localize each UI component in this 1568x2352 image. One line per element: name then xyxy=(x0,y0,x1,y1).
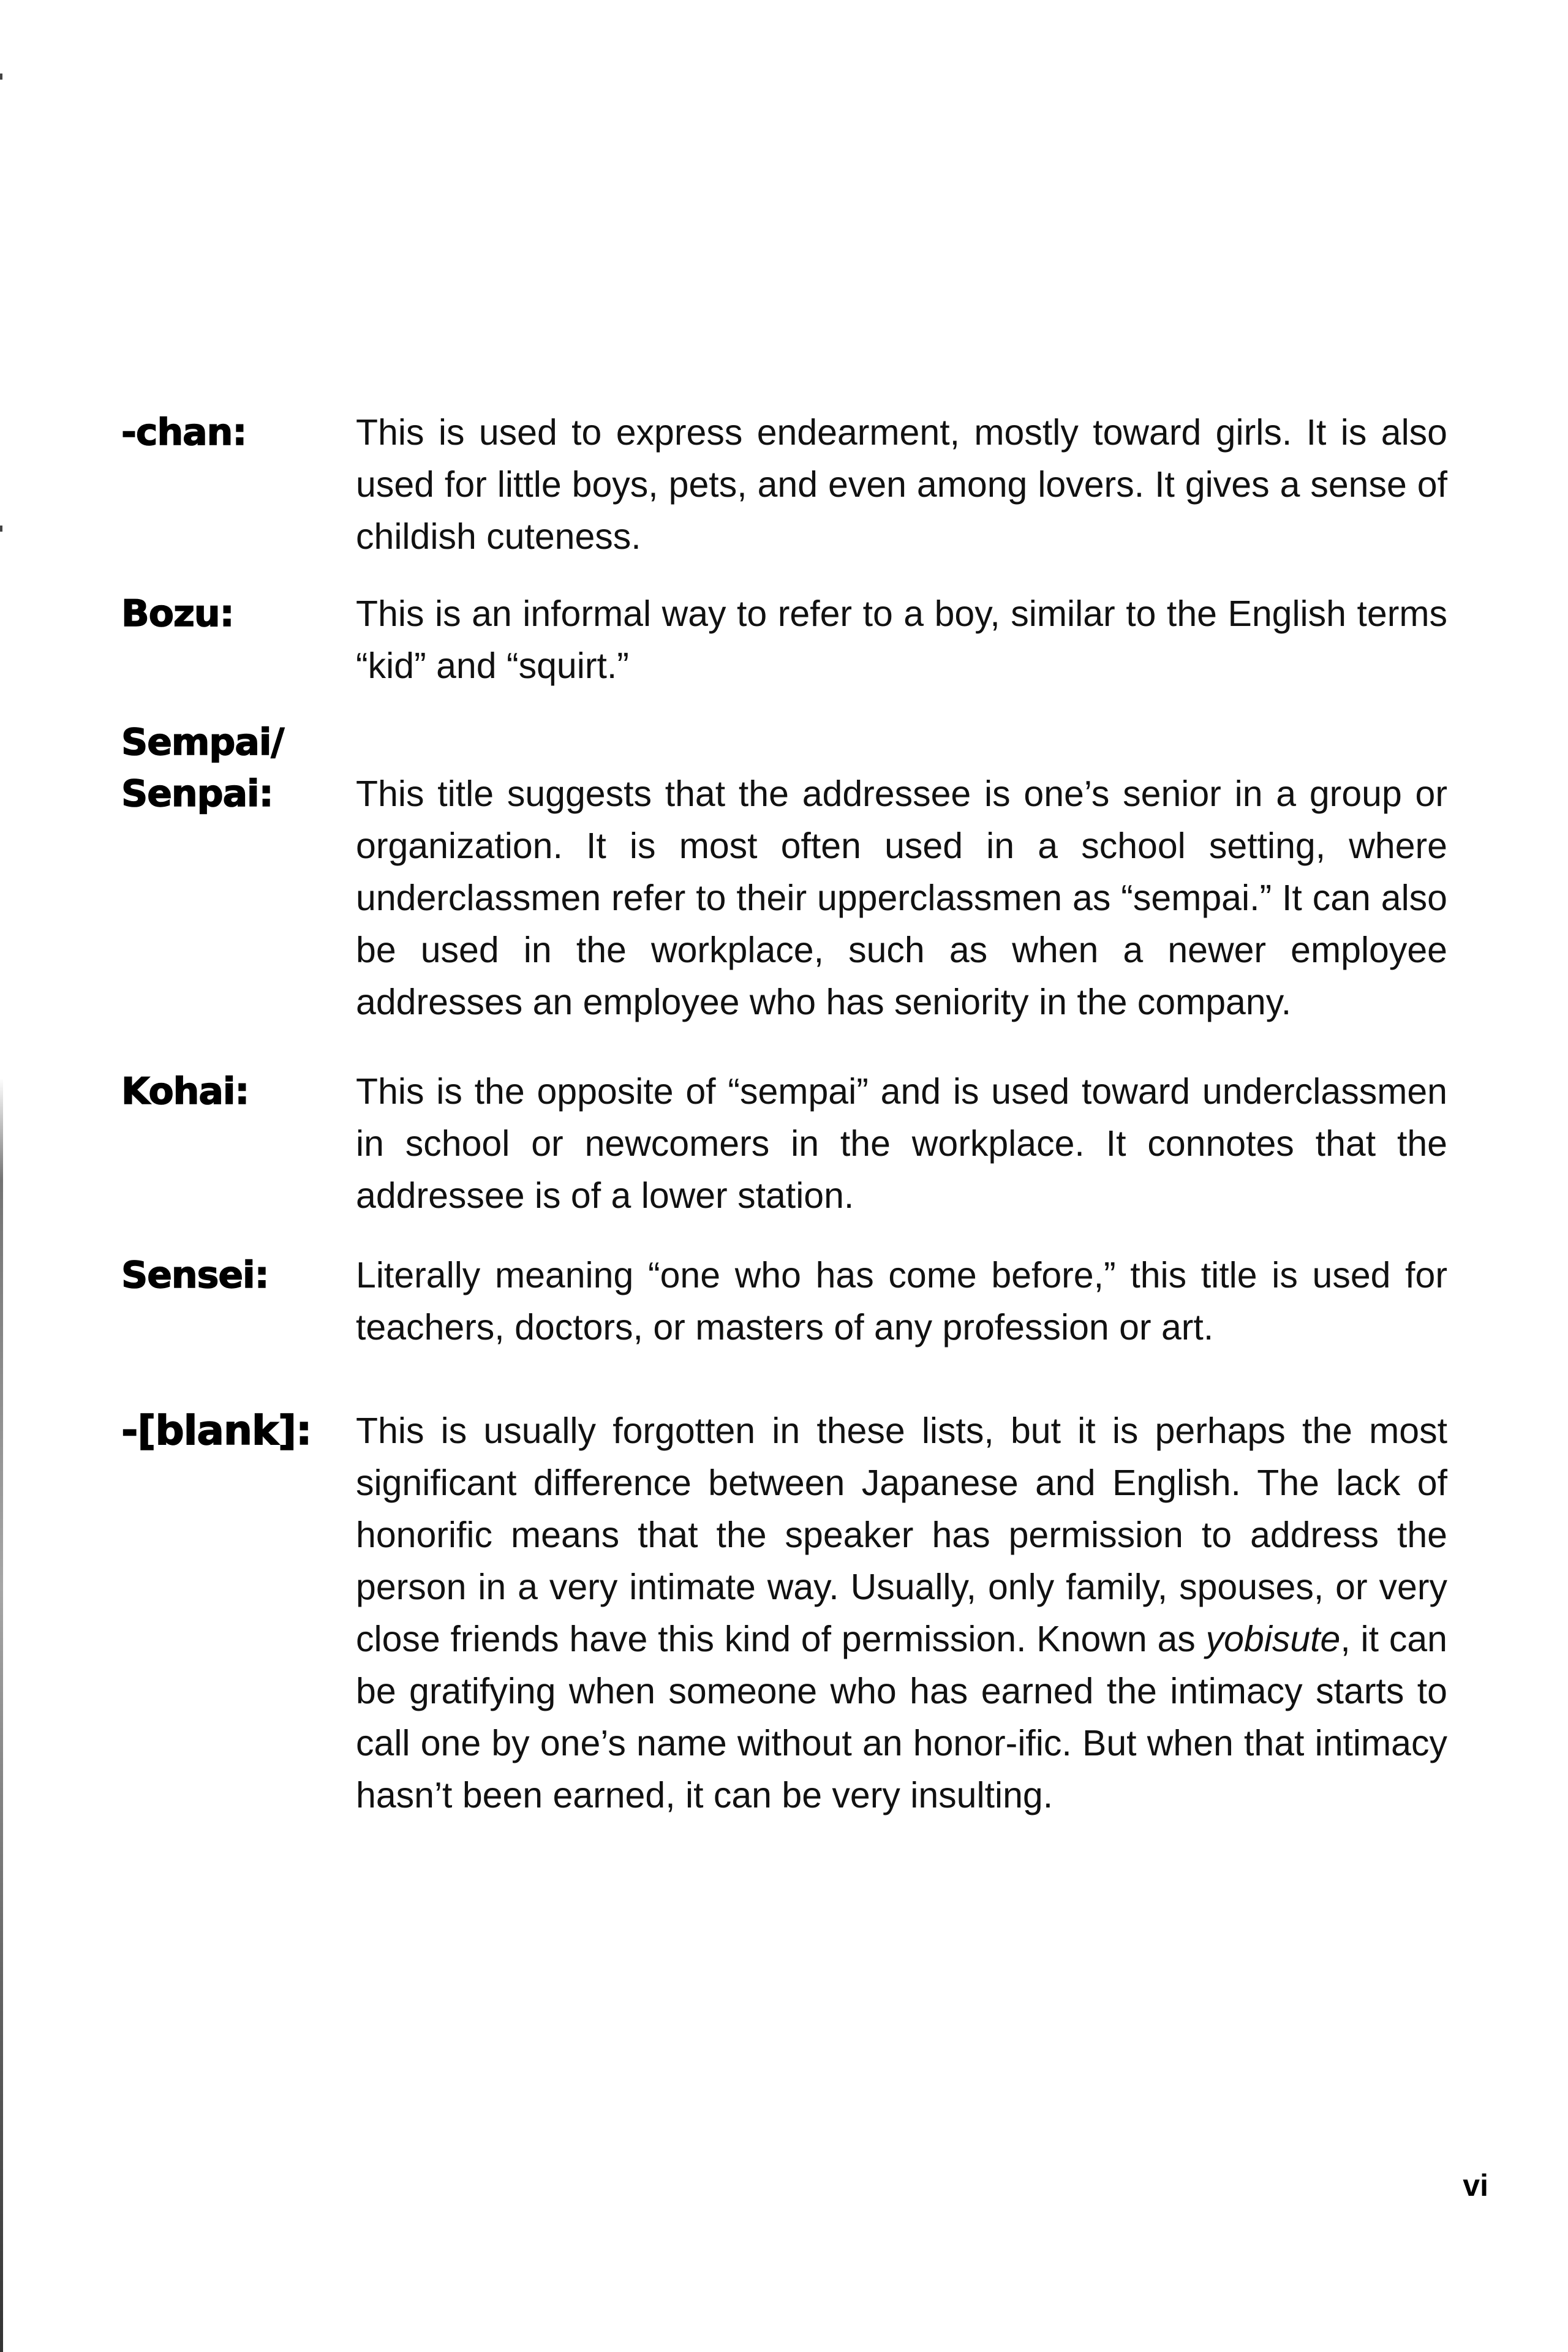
glossary-entry-blank xyxy=(121,1405,1450,1895)
scan-mark xyxy=(0,74,2,80)
glossary-term: Bozu: xyxy=(121,592,234,635)
glossary-definition xyxy=(356,1405,1447,1822)
definition-text: , it can be gratifying when someone who has earned the intimacy starts to call one by one’s name without an honor-ific. But when that intimacy hasn’t been earned, it can be very insulting. xyxy=(356,1619,1447,1815)
glossary-term xyxy=(121,717,354,820)
definition-text: This is usually forgotten in these lists, but it is perhaps the most significant difference between Japanese and English. The lack of honorific means that the speaker has permission to address the person in a very intimate way. Usually, only family, spouses, or very close friends have this kind of permission. Known as xyxy=(356,1411,1447,1659)
scan-mark xyxy=(0,526,2,532)
glossary-definition: This is an informal way to refer to a boy, similar to the English terms “kid” and “squirt.” xyxy=(356,594,1447,686)
glossary-entry-bozu xyxy=(121,588,1450,692)
glossary-definition: Literally meaning “one who has come before,” this title is used for teachers, doctors, or masters of any profession or art. xyxy=(356,1255,1447,1348)
glossary-term-line: Senpai: xyxy=(121,772,273,815)
glossary-term: -[blank]: xyxy=(121,1407,312,1454)
definition-italic-term: yobisute xyxy=(1205,1619,1341,1659)
glossary-term-line: Sempai/ xyxy=(121,721,284,764)
glossary-entry-chan xyxy=(121,407,1450,566)
glossary-term: Sensei: xyxy=(121,1254,269,1297)
scan-edge-shadow xyxy=(0,1078,3,2352)
glossary-entry-sempai xyxy=(121,717,1450,1035)
glossary-definition: This is the opposite of “sempai” and is used toward underclassmen in school or newcomers in the workplace. It connotes that the addressee is of a lower station. xyxy=(356,1071,1447,1216)
glossary-entry-sensei xyxy=(121,1250,1450,1354)
glossary-entry-kohai xyxy=(121,1066,1450,1225)
glossary-definition: This is used to express endearment, mostly toward girls. It is also used for little boys, pets, and even among lovers. It gives a sense of childish cuteness. xyxy=(356,412,1447,557)
glossary-definition: This title suggests that the addressee is one’s senior in a group or organization. It is most often used in a school setting, where underclassmen refer to their upperclassmen as “sempai.” It can also be used in the workplace, such as when a newer employee addresses an employee who has seniority in the company. xyxy=(356,774,1447,1022)
glossary-term: -chan: xyxy=(121,411,247,454)
page-number: vi xyxy=(1463,2168,1488,2203)
glossary-term: Kohai: xyxy=(121,1070,249,1113)
